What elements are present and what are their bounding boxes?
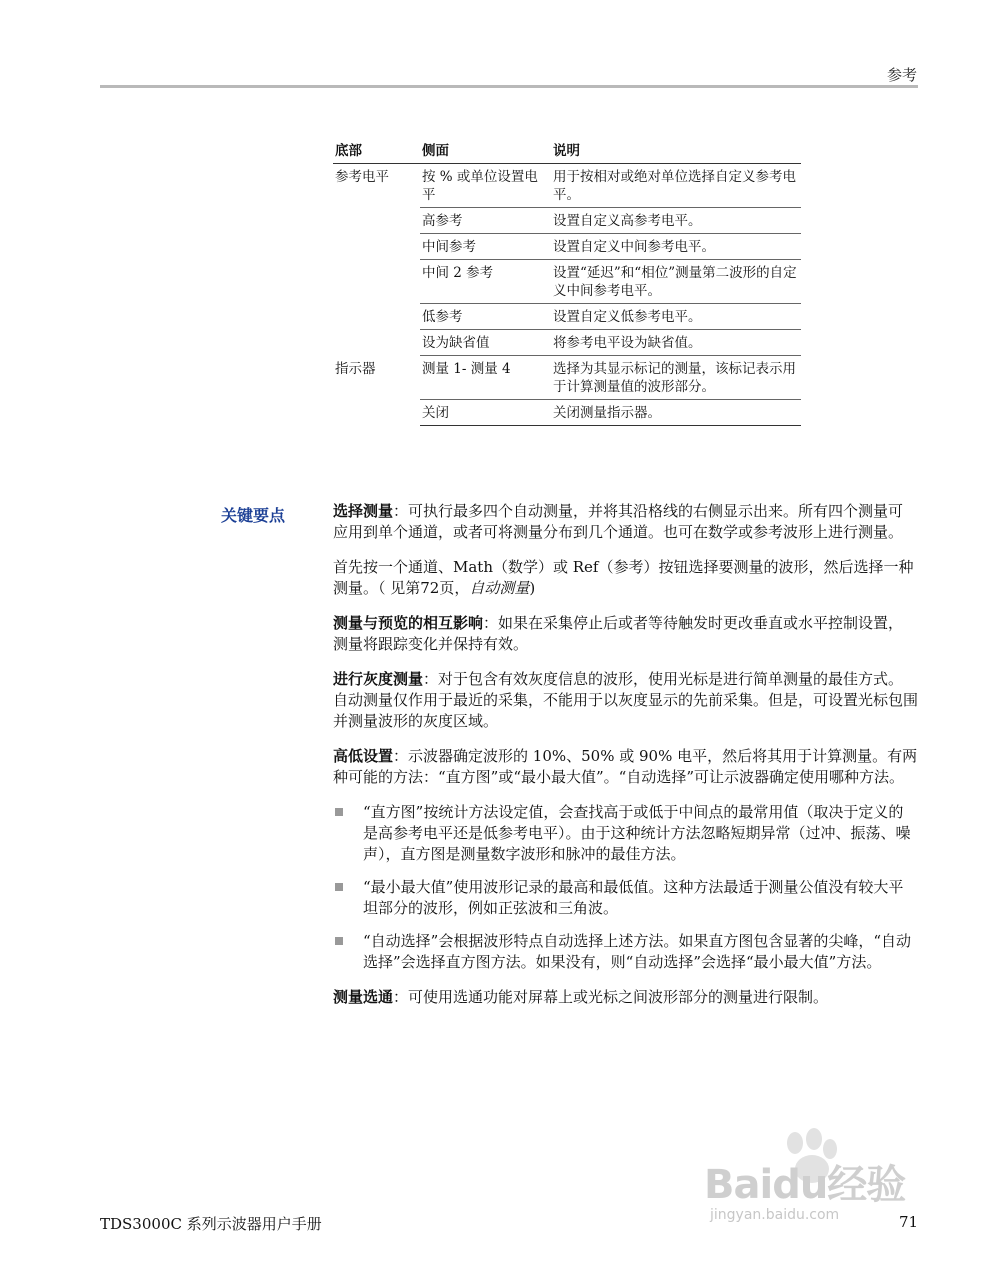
method-list bbox=[333, 802, 918, 973]
list-item bbox=[333, 931, 918, 973]
side-cell: 设为缺省值 bbox=[420, 330, 551, 356]
description-cell: 关闭测量指示器。 bbox=[551, 400, 801, 426]
list-item bbox=[333, 802, 918, 865]
lead-term: 高低设置 bbox=[333, 747, 394, 765]
col-header-bottom: 底部 bbox=[333, 140, 420, 164]
paragraph-text: 首先按一个通道、Math（数学）或 Ref（参考）按钮选择要测量的波形，然后选择一种测量。（ 见第72页， bbox=[333, 558, 914, 597]
page-number: 71 bbox=[899, 1213, 919, 1231]
list-item-text: “最小最大值”使用波形记录的最高和最低值。这种方法最适于测量公值没有较大平坦部分的波形，例如正弦波和三角波。 bbox=[363, 878, 904, 917]
description-cell: 设置自定义低参考电平。 bbox=[551, 304, 801, 330]
paragraph-text: ：如果在采集停止后或者等待触发时更改垂直或水平控制设置，测量将跟踪变化并保持有效。 bbox=[333, 614, 904, 653]
paragraph-grayscale bbox=[333, 669, 918, 732]
paragraph-close: ) bbox=[529, 579, 536, 597]
paragraph-text: ：示波器确定波形的 10%、50% 或 90% 电平，然后将其用于计算测量。有两种可能的方法：“直方图”或“最小最大值”。“自动选择”可让示波器确定使用哪种方法。 bbox=[333, 747, 918, 786]
col-header-side: 侧面 bbox=[420, 140, 551, 164]
table-row bbox=[333, 164, 801, 208]
side-cell: 关闭 bbox=[420, 400, 551, 426]
description-cell: 选择为其显示标记的测量，该标记表示用于计算测量值的波形部分。 bbox=[551, 356, 801, 400]
description-cell: 用于按相对或绝对单位选择自定义参考电平。 bbox=[551, 164, 801, 208]
table-header-row bbox=[333, 140, 801, 164]
watermark-url: jingyan.baidu.com bbox=[710, 1207, 840, 1223]
square-bullet-icon bbox=[335, 937, 343, 945]
description-cell: 设置自定义高参考电平。 bbox=[551, 208, 801, 234]
description-cell: 设置自定义中间参考电平。 bbox=[551, 234, 801, 260]
group-label-indicator: 指示器 bbox=[335, 360, 376, 377]
side-cell: 按 % 或单位设置电平 bbox=[420, 164, 551, 208]
watermark-logo: Baidu经验 bbox=[704, 1162, 906, 1208]
paragraph-gating bbox=[333, 987, 918, 1008]
description-cell: 将参考电平设为缺省值。 bbox=[551, 330, 801, 356]
list-item-text: “直方图”按统计方法设定值，会查找高于或低于中间点的最常用值（取决于定义的是高参考电平还是低参考电平）。由于这种统计方法忽略短期异常（过冲、振荡、噪声），直方图是测量数字波形和脉冲的最佳方法。 bbox=[363, 803, 911, 863]
footer-manual-title: TDS3000C 系列示波器用户手册 bbox=[100, 1215, 322, 1233]
side-cell: 中间 2 参考 bbox=[420, 260, 551, 304]
col-header-description: 说明 bbox=[551, 140, 801, 164]
square-bullet-icon bbox=[335, 883, 343, 891]
paragraph-text: ：可使用选通功能对屏幕上或光标之间波形部分的测量进行限制。 bbox=[393, 988, 829, 1006]
group-label-reference-level: 参考电平 bbox=[335, 169, 389, 185]
lead-term: 测量选通 bbox=[333, 988, 394, 1006]
square-bullet-icon bbox=[335, 808, 343, 816]
key-points-body bbox=[333, 501, 918, 1022]
side-cell: 中间参考 bbox=[420, 234, 551, 260]
description-cell: 设置“延迟”和“相位”测量第二波形的自定义中间参考电平。 bbox=[551, 260, 801, 304]
paragraph-choose-waveform bbox=[333, 557, 918, 599]
cross-reference-link[interactable]: 自动测量 bbox=[469, 579, 530, 597]
reference-table bbox=[333, 140, 801, 426]
section-title: 参考 bbox=[886, 66, 917, 84]
paragraph-text: ：可执行最多四个自动测量，并将其沿格线的右侧显示出来。所有四个测量可应用到单个通道，或者可将测量分布到几个通道。也可在数学或参考波形上进行测量。 bbox=[333, 502, 904, 541]
lead-term: 进行灰度测量 bbox=[333, 670, 424, 688]
header-rule bbox=[100, 85, 918, 88]
list-item-text: “自动选择”会根据波形特点自动选择上述方法。如果直方图包含显著的尖峰，“自动选择”会选择直方图方法。如果没有，则“自动选择”会选择“最小最大值”方法。 bbox=[363, 932, 912, 971]
lead-term: 测量与预览的相互影响 bbox=[333, 614, 484, 632]
baidu-watermark bbox=[700, 1125, 930, 1230]
side-cell: 低参考 bbox=[420, 304, 551, 330]
paragraph-interaction bbox=[333, 613, 918, 655]
paragraph-text: ：对于包含有效灰度信息的波形，使用光标是进行简单测量的最佳方式。自动测量仅作用于最近的采集，不能用于以灰度显示的先前采集。但是，可设置光标包围并测量波形的灰度区域。 bbox=[333, 670, 919, 730]
key-points-heading: 关键要点 bbox=[221, 506, 286, 525]
table-row bbox=[333, 356, 801, 400]
list-item bbox=[333, 877, 918, 919]
side-cell: 高参考 bbox=[420, 208, 551, 234]
lead-term: 选择测量 bbox=[333, 502, 394, 520]
paragraph-select-measurement bbox=[333, 501, 918, 543]
paragraph-high-low bbox=[333, 746, 918, 788]
side-cell: 测量 1- 测量 4 bbox=[420, 356, 551, 400]
